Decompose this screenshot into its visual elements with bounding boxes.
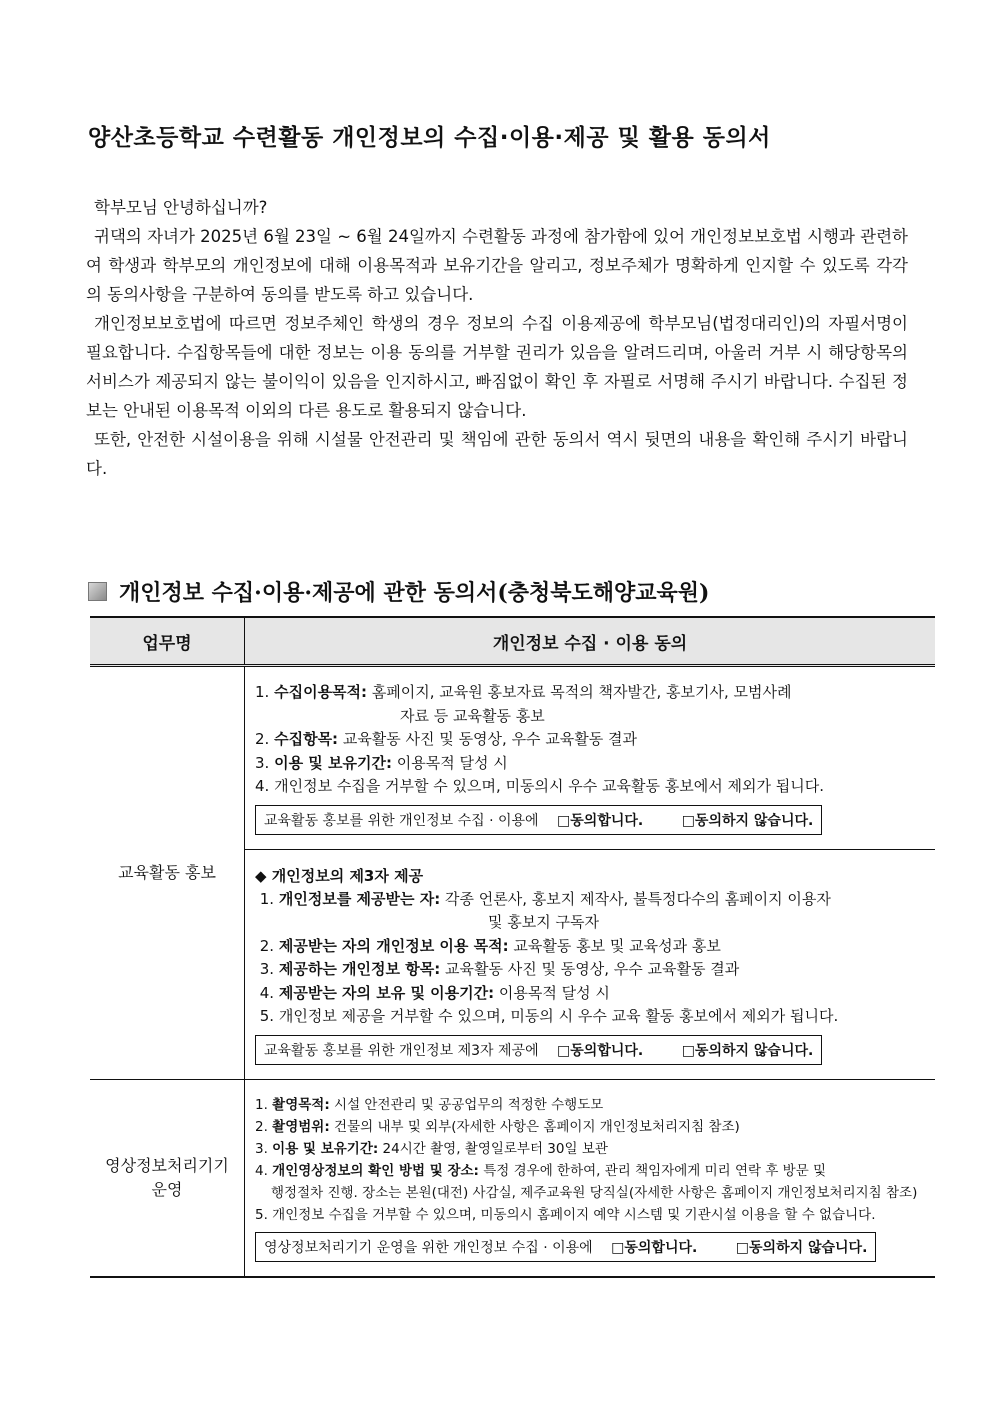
disagree-checkbox[interactable]: □동의하지 않습니다. [681,812,814,829]
intro-paragraph: 개인정보보호법에 따르면 정보주체인 학생의 경우 정보의 수집 이용제공에 학부모님(법정대리인)의 자필서명이 필요합니다. 수집항목들에 대한 정보는 이용 동의를 거부할 권리가 있음을 알려드리며, 아울러 거부 시 해당항목의 서비스가 제공되지 않는 불이익이 있음을 인지하시고, 빠짐없이 확인 후 자필로 서명해 주시기 바랍니다. 수집된 정보는 안내된 이용목적 이외의 다른 용도로 활용되지 않습니다. [86,314,908,420]
intro-text [86,193,908,483]
list-item: 5. 개인정보 제공을 거부할 수 있으며, 미동의 시 우수 교육 활동 홍보에서 제외가 됩니다. [255,1007,839,1025]
list-item-continuation: 및 홍보지 구독자 [488,913,599,931]
cctv-block [245,1080,935,1276]
list-item: 4. 개인영상정보의 확인 방법 및 장소: 특정 경우에 한하여, 관리 책임자에게 미리 연락 후 방문 및 [255,1162,827,1179]
consent-table [90,616,935,1278]
disagree-checkbox[interactable]: □동의하지 않습니다. [681,1042,814,1059]
list-item: 4. 개인정보 수집을 거부할 수 있으며, 미동의시 우수 교육활동 홍보에서 제외가 됩니다. [255,777,824,795]
table-header-row [90,617,935,666]
agree-checkbox[interactable]: □동의합니다. [557,1042,644,1059]
agree-checkbox[interactable]: □동의합니다. [557,812,644,829]
task-name: 영상정보처리기기 운영 [90,1079,245,1277]
intro-paragraph: 또한, 안전한 시설이용을 위해 시설물 안전관리 및 책임에 관한 동의서 역시 뒷면의 내용을 확인해 주시기 바랍니다. [86,430,908,478]
section-title [88,576,709,607]
list-item: 1. 개인정보를 제공받는 자: 각종 언론사, 홍보지 제작사, 불특정다수의 홈페이지 이용자 [255,889,831,908]
list-item: 4. 제공받는 자의 보유 및 이용기간: 이용목적 달성 시 [255,983,610,1002]
list-item: 3. 이용 및 보유기간: 이용목적 달성 시 [255,753,508,772]
list-item: 1. 수집이용목적: 홈페이지, 교육원 홍보자료 목적의 책자발간, 홍보기사, 모범사례 [255,683,792,701]
list-item: 1. 촬영목적: 시설 안전관리 및 공공업무의 적정한 수행도모 [255,1096,604,1113]
list-item: 2. 수집항목: 교육활동 사진 및 동영상, 우수 교육활동 결과 [255,730,638,748]
consent-question: 영상정보처리기기 운영을 위한 개인정보 수집 · 이용에 [264,1239,593,1256]
agree-checkbox[interactable]: □동의합니다. [611,1239,698,1256]
table-row-cctv [90,1079,935,1277]
list-item: 3. 이용 및 보유기간: 24시간 촬영, 촬영일로부터 30일 보관 [255,1140,608,1157]
third-party-heading: ◆ 개인정보의 제3자 제공 [255,866,424,885]
list-item: 2. 제공받는 자의 개인정보 이용 목적: 교육활동 홍보 및 교육성과 홍보 [255,936,721,955]
table-row-edu-promotion [90,666,935,1080]
consent-box [255,1232,876,1262]
consent-box [255,1035,822,1065]
list-item: 5. 개인정보 수집을 거부할 수 있으며, 미동의시 홈페이지 예약 시스템 및 기관시설 이용을 할 수 없습니다. [255,1206,876,1223]
intro-greeting: 학부모님 안녕하십니까? [94,198,268,217]
header-consent: 개인정보 수집 · 이용 동의 [245,617,936,666]
collection-block [245,667,935,849]
consent-question: 교육활동 홍보를 위한 개인정보 수집 · 이용에 [264,812,539,829]
disagree-checkbox[interactable]: □동의하지 않습니다. [735,1239,868,1256]
square-bullet-icon [88,582,107,601]
list-item: 3. 제공하는 개인정보 항목: 교육활동 사진 및 동영상, 우수 교육활동 결과 [255,960,740,978]
header-task: 업무명 [90,617,245,666]
section-title-text: 개인정보 수집·이용·제공에 관한 동의서(충청북도해양교육원) [119,580,710,606]
intro-paragraph: 귀댁의 자녀가 2025년 6월 23일 ~ 6월 24일까지 수련활동 과정에 참가함에 있어 개인정보보호법 시행과 관련하여 학생과 학부모의 개인정보에 대해 이용목적과 보유기간을 알리고, 정보주체가 명확하게 인지할 수 있도록 각각의 동의사항을 구분하여 동의를 받도록 하고 있습니다. [86,227,908,304]
consent-question: 교육활동 홍보를 위한 개인정보 제3자 제공에 [264,1042,539,1059]
list-item-continuation: 행정절차 진행. 장소는 본원(대전) 사감실, 제주교육원 당직실(자세한 사항은 홈페이지 개인정보처리지침 참조) [271,1184,918,1201]
consent-box [255,805,822,835]
document-title: 양산초등학교 수련활동 개인정보의 수집·이용·제공 및 활용 동의서 [88,125,771,151]
list-item-continuation: 자료 등 교육활동 홍보 [400,706,545,725]
task-name: 교육활동 홍보 [90,666,245,1080]
list-item: 2. 촬영범위: 건물의 내부 및 외부(자세한 사항은 홈페이지 개인정보처리지침 참조) [255,1118,740,1135]
third-party-block [245,849,935,1079]
